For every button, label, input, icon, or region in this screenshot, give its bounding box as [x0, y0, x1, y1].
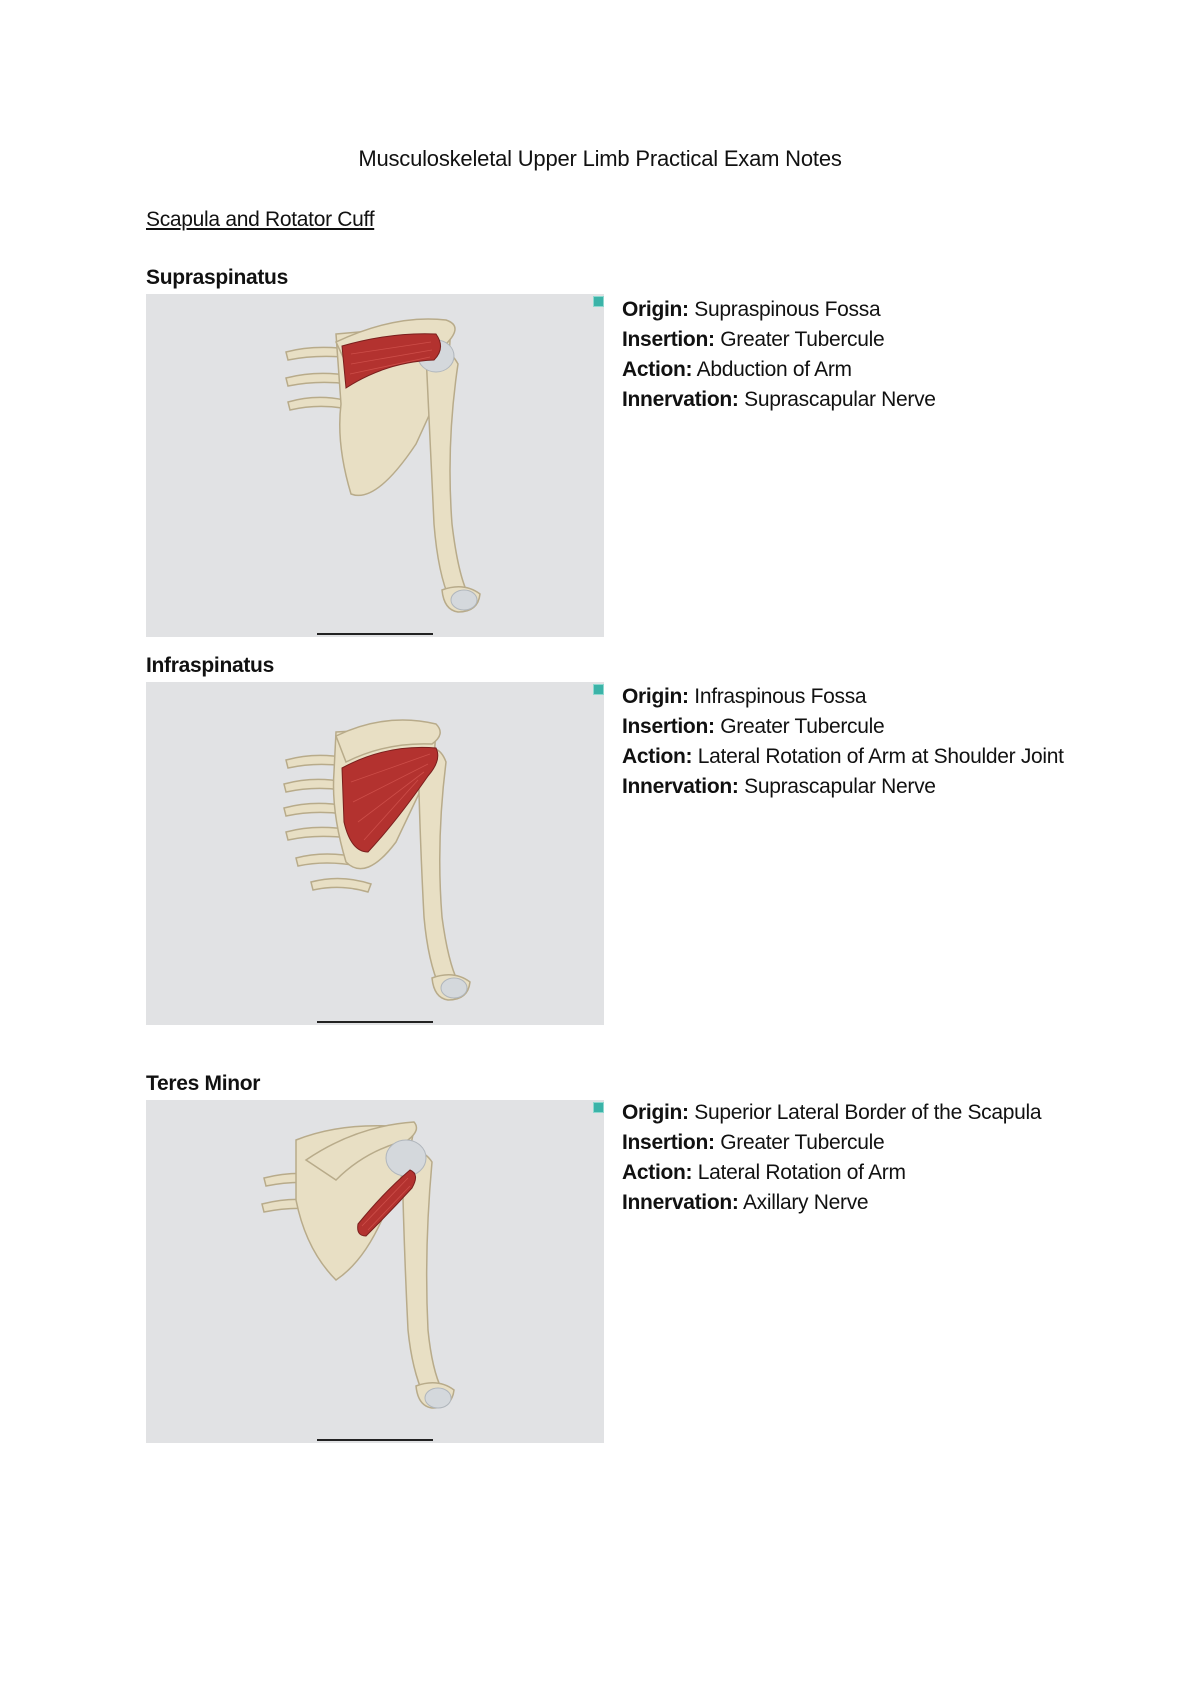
innervation-row: [622, 772, 1082, 802]
infraspinatus-illustration: [146, 682, 604, 1025]
origin-row: [622, 295, 1082, 325]
teres-minor-info: [622, 1098, 1082, 1218]
origin-value: Supraspinous Fossa: [694, 298, 881, 321]
action-value: Abduction of Arm: [696, 358, 852, 381]
innervation-row: [622, 385, 1082, 415]
innervation-label: Innervation:: [622, 1191, 739, 1214]
action-row: [622, 355, 1082, 385]
origin-row: [622, 1098, 1082, 1128]
supraspinatus-illustration: [146, 294, 604, 637]
infraspinatus-info: [622, 682, 1082, 802]
supraspinatus-figure: [146, 294, 604, 637]
infraspinatus-figure: [146, 682, 604, 1025]
innervation-label: Innervation:: [622, 775, 739, 798]
action-row: [622, 1158, 1082, 1188]
origin-label: Origin:: [622, 1101, 689, 1124]
muscle-name-infraspinatus: Infraspinatus: [146, 654, 274, 677]
insertion-label: Insertion:: [622, 1131, 715, 1154]
insertion-value: Greater Tubercule: [720, 1131, 885, 1154]
supraspinatus-info: [622, 295, 1082, 415]
figure-corner-marker: [593, 1102, 604, 1113]
section-heading: Scapula and Rotator Cuff: [146, 208, 375, 231]
insertion-row: [622, 325, 1082, 355]
muscle-name-teres-minor: Teres Minor: [146, 1072, 261, 1095]
insertion-value: Greater Tubercule: [720, 328, 885, 351]
origin-value: Superior Lateral Border of the Scapula: [694, 1101, 1042, 1124]
origin-label: Origin:: [622, 685, 689, 708]
action-value: Lateral Rotation of Arm at Shoulder Joint: [697, 745, 1064, 768]
innervation-value: Suprascapular Nerve: [744, 775, 936, 798]
action-label: Action:: [622, 745, 693, 768]
figure-scrub-bar: [317, 1439, 433, 1441]
action-value: Lateral Rotation of Arm: [697, 1161, 906, 1184]
insertion-label: Insertion:: [622, 715, 715, 738]
origin-row: [622, 682, 1082, 712]
figure-corner-marker: [593, 684, 604, 695]
action-label: Action:: [622, 358, 693, 381]
insertion-row: [622, 1128, 1082, 1158]
teres-minor-illustration: [146, 1100, 604, 1443]
figure-scrub-bar: [317, 633, 433, 635]
muscle-name-supraspinatus: Supraspinatus: [146, 266, 288, 289]
teres-minor-figure: [146, 1100, 604, 1443]
action-label: Action:: [622, 1161, 693, 1184]
action-row: [622, 742, 1082, 772]
insertion-value: Greater Tubercule: [720, 715, 885, 738]
figure-corner-marker: [593, 296, 604, 307]
innervation-label: Innervation:: [622, 388, 739, 411]
figure-scrub-bar: [317, 1021, 433, 1023]
origin-value: Infraspinous Fossa: [694, 685, 867, 708]
origin-label: Origin:: [622, 298, 689, 321]
innervation-value: Axillary Nerve: [742, 1191, 869, 1214]
innervation-value: Suprascapular Nerve: [744, 388, 936, 411]
document-title: Musculoskeletal Upper Limb Practical Exam Notes: [358, 146, 842, 171]
insertion-label: Insertion:: [622, 328, 715, 351]
insertion-row: [622, 712, 1082, 742]
innervation-row: [622, 1188, 1082, 1218]
